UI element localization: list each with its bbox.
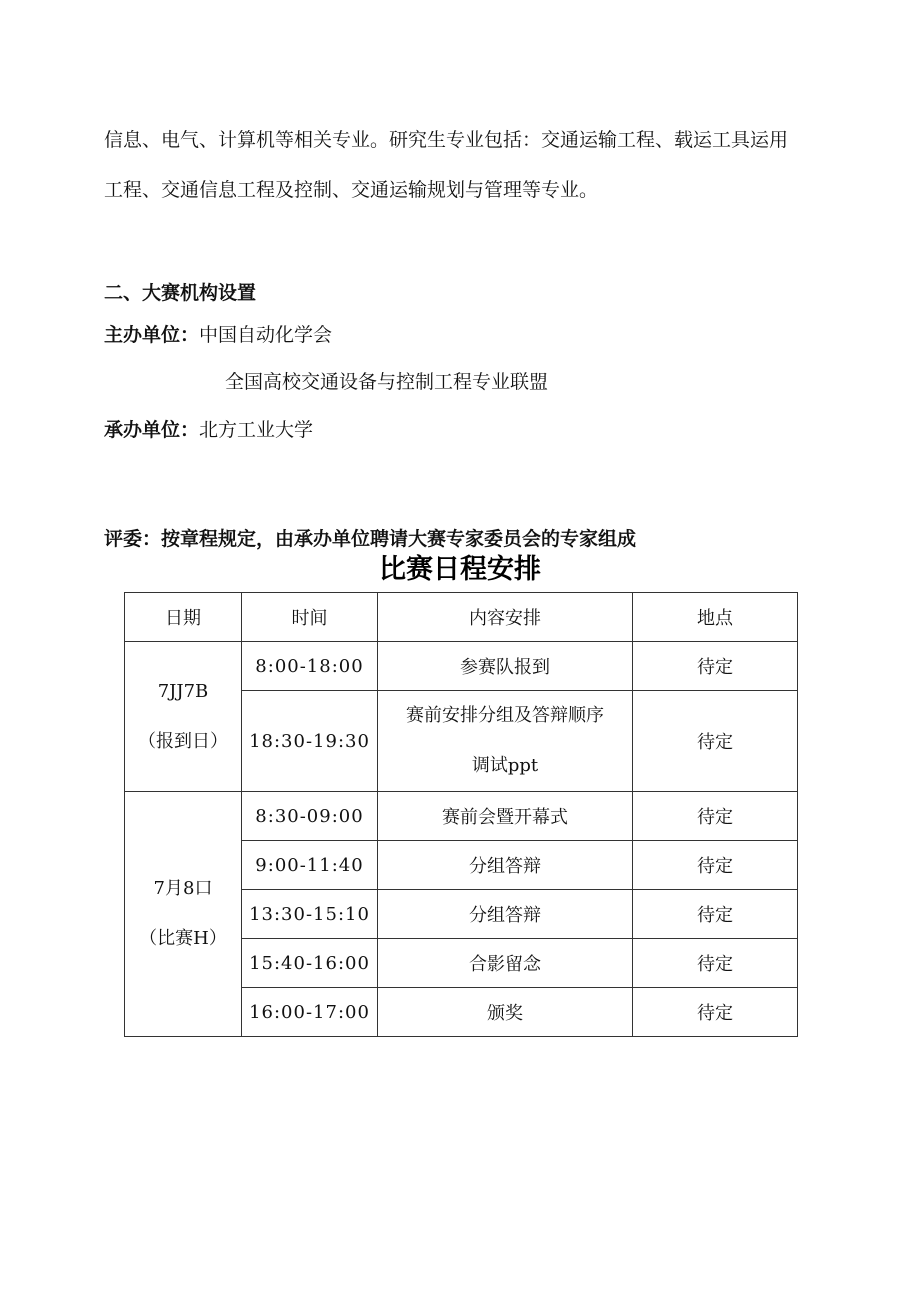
- time-cell: 16:00-17:00: [242, 988, 378, 1037]
- date-cell-registration: [125, 642, 242, 792]
- date-cell-line: 7月8口: [153, 878, 213, 899]
- time-cell: 15:40-16:00: [242, 939, 378, 988]
- host-value: 北方工业大学: [199, 419, 314, 441]
- header-time: 时间: [242, 593, 378, 642]
- place-cell: 待定: [633, 691, 798, 792]
- table-row: [125, 642, 798, 691]
- date-cell-line: 7JJ7B: [157, 680, 209, 702]
- organizer-value: 中国自动化学会: [199, 324, 333, 346]
- place-cell: 待定: [633, 939, 798, 988]
- header-date: 日期: [125, 593, 242, 642]
- host-line: [104, 418, 313, 442]
- content-cell: [378, 691, 633, 792]
- date-cell-sub: （比赛H）: [139, 928, 227, 949]
- content-cell: 合影留念: [378, 939, 633, 988]
- place-cell: 待定: [633, 841, 798, 890]
- content-cell-line: 调试ppt: [471, 755, 539, 776]
- host-label: 承办单位：: [104, 419, 200, 441]
- time-cell: 8:30-09:00: [242, 792, 378, 841]
- organizer-label: 主办单位：: [104, 324, 200, 346]
- schedule-title: 比赛日程安排: [379, 554, 541, 585]
- header-content: 内容安排: [378, 593, 633, 642]
- section-heading: 二、大赛机构设置: [104, 282, 257, 304]
- content-cell: 分组答辩: [378, 890, 633, 939]
- content-cell: 颁奖: [378, 988, 633, 1037]
- organizer-line: [104, 323, 332, 347]
- table-header-row: [125, 593, 798, 642]
- time-cell: 8:00-18:00: [242, 642, 378, 691]
- time-cell: 9:00-11:40: [242, 841, 378, 890]
- schedule-table: [124, 592, 798, 1037]
- place-cell: 待定: [633, 988, 798, 1037]
- organizer-value-2: 全国高校交通设备与控制工程专业联盟: [225, 371, 549, 393]
- place-cell: 待定: [633, 792, 798, 841]
- table-row: [125, 792, 798, 841]
- judges-line: 评委：按章程规定，由承办单位聘请大赛专家委员会的专家组成: [104, 528, 637, 550]
- header-place: 地点: [633, 593, 798, 642]
- time-cell: 18:30-19:30: [242, 691, 378, 792]
- place-cell: 待定: [633, 890, 798, 939]
- date-cell-competition: [125, 792, 242, 1037]
- place-cell: 待定: [633, 642, 798, 691]
- paragraph-line-1: 信息、电气、计算机等相关专业。研究生专业包括：交通运输工程、载运工具运用: [104, 129, 789, 151]
- paragraph-line-2: 工程、交通信息工程及控制、交通运输规划与管理等专业。: [104, 179, 599, 201]
- time-cell: 13:30-15:10: [242, 890, 378, 939]
- content-cell: 参赛队报到: [378, 642, 633, 691]
- date-cell-sub: （报到日）: [138, 730, 228, 752]
- content-cell: 分组答辩: [378, 841, 633, 890]
- content-cell-line: 赛前安排分组及答辩顺序: [406, 705, 604, 726]
- content-cell: 赛前会暨开幕式: [378, 792, 633, 841]
